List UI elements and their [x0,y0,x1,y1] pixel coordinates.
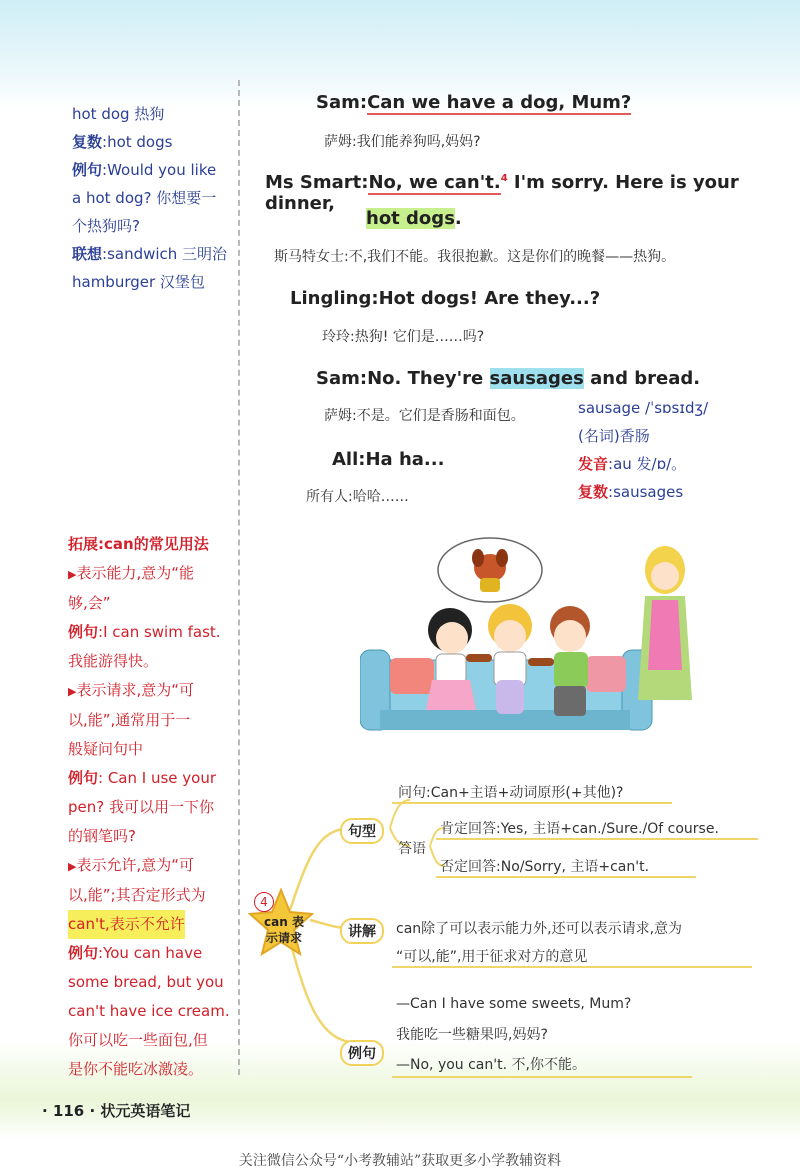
example-text: 我能游得快。 [68,652,159,670]
speaker: Lingling: [290,288,379,309]
family-dinner-illustration [360,530,720,750]
center-label: 示请求 [265,931,302,945]
example-text: : Can I use your [98,769,217,787]
dialogue-line [316,92,631,113]
sausage-note [578,394,778,506]
explanation-text: can除了可以表示能力外,还可以表示请求,意为 [396,921,683,937]
question-pattern: 问句:Can+主语+动词原形(+其他)? [398,785,624,801]
usage-item: 般疑问句中 [68,740,144,758]
positive-answer: 肯定回答:Yes, 主语+can./Sure./Of course. [440,821,719,837]
chinese-translation: 萨姆:不是。它们是香肠和面包。 [324,408,525,424]
dialogue-line [316,368,700,389]
example-label: 例句 [72,161,103,179]
boy-icon [550,606,590,716]
usage-item: 以,能”;其否定形式为 [68,886,206,904]
branch-sentence-pattern: 句型 [340,818,384,844]
underline [392,966,752,968]
chinese-translation: 萨姆:我们能养狗吗,妈妈? [324,134,481,150]
example-text: a hot dog? 你想要一 [72,189,217,207]
triangle-bullet-icon: ▶ [68,568,77,581]
underline [436,838,758,840]
assoc-text: :sandwich 三明治 [102,245,228,263]
example-text: 我能吃一些糖果吗,妈妈? [396,1027,548,1043]
page-number: · 116 · 状元英语笔记 [42,1102,191,1120]
margin-divider [238,80,240,1075]
example-text: some bread, but you [68,973,224,991]
example-text: 个热狗吗? [72,217,140,235]
example-text: can't have ice cream. [68,1002,230,1020]
speaker: Ms Smart: [265,172,369,193]
english-text: Can we have a dog, Mum? [367,92,632,113]
speaker: All: [332,449,366,470]
example-text: —No, you can't. 不,你不能。 [396,1057,586,1073]
usage-item: 表示能力,意为“能 [76,564,195,582]
english-text: Hot dogs! Are they...? [378,288,601,309]
sausage-word: sausage /ˈsɒsɪdʒ/ [578,399,709,417]
underline [392,802,672,804]
example-text: 的钢笔吗? [68,827,136,845]
example-text: 你可以吃一些面包,但 [68,1031,208,1049]
chinese-translation: 所有人:哈哈…… [306,489,409,505]
example-label: 例句 [68,944,99,962]
extension-note [68,530,238,1084]
chinese-translation: 玲玲:热狗! 它们是……吗? [322,329,485,345]
english-text: No, we can't. [368,172,501,193]
usage-item: 表示允许,意为“可 [76,856,195,874]
sausage-pos: (名词)香肠 [578,427,650,445]
underline [392,1076,692,1078]
answer-label: 答语 [398,841,426,857]
english-text: No. They're [367,368,490,389]
extension-title: 拓展:can的常见用法 [68,535,209,553]
pronunciation-label: 发音 [578,455,609,473]
english-text: and bread. [583,368,701,389]
assoc-label: 联想 [72,245,103,263]
mind-map-center [252,888,312,958]
chinese-translation: 斯马特女士:不,我们不能。我很抱歉。这是你们的晚餐——热狗。 [274,249,676,265]
speaker: Sam: [316,92,368,113]
dialogue-line [366,208,462,229]
footer-text: 关注微信公众号“小考教辅站”获取更多小学教辅资料 [238,1153,562,1169]
highlighted-word: sausages [489,368,584,389]
english-text: Ha ha... [365,449,445,470]
triangle-bullet-icon: ▶ [68,860,77,873]
triangle-bullet-icon: ▶ [68,685,77,698]
vocab-note [72,100,237,296]
plural-value: :hot dogs [102,133,173,151]
english-text: . [454,208,462,229]
plural-label: 复数 [578,483,609,501]
example-text: :Would you like [102,161,217,179]
dialogue-line [265,172,800,214]
pronunciation-text: :au 发/ɒ/。 [608,455,687,473]
usage-item: 够,会” [68,594,111,612]
speaker: Sam: [316,368,368,389]
explanation-text: “可以,能”,用于征求对方的意见 [396,949,588,965]
vocab-word: hot dog 热狗 [72,105,165,123]
note-marker: 4 [500,173,508,184]
usage-item: can't,表示不允许 [68,910,185,939]
plural-label: 复数 [72,133,103,151]
example-text: 是你不能吃冰激凌。 [68,1060,204,1078]
negative-answer: 否定回答:No/Sorry, 主语+can't. [440,859,650,875]
example-text: :I can swim fast. [98,623,221,641]
section-number: 4 [254,892,274,912]
assoc-text: hamburger 汉堡包 [72,273,205,291]
usage-item: 表示请求,意为“可 [76,681,195,699]
example-label: 例句 [68,623,99,641]
example-text: :You can have [98,944,203,962]
plural-value: :sausages [608,483,684,501]
mother-icon [638,546,692,700]
usage-item: 以,能”,通常用于一 [68,711,191,729]
branch-explanation: 讲解 [340,918,384,944]
highlighted-word: hot dogs [366,208,455,229]
dialogue-line [290,288,600,309]
example-label: 例句 [68,769,99,787]
underline [436,876,696,878]
dialogue-line [332,449,444,470]
example-text: pen? 我可以用一下你 [68,798,214,816]
branch-example: 例句 [340,1040,384,1066]
example-text: —Can I have some sweets, Mum? [396,996,632,1012]
english-text: I'm sorry. Here is your dinner, [265,172,739,214]
center-label: can 表 [264,915,304,929]
